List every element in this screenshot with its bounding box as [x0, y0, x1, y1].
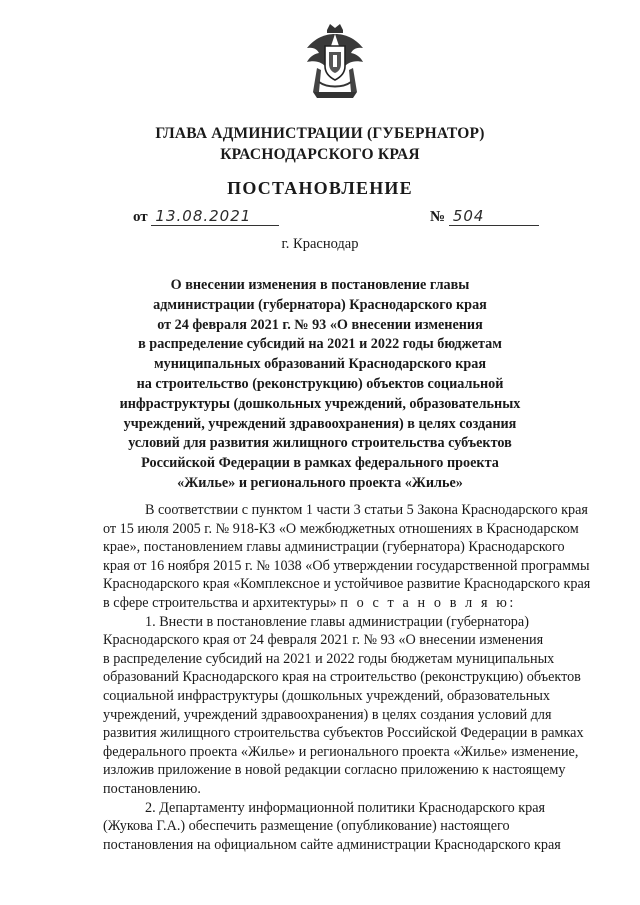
body-line: 2. Департаменту информационной политики Краснодарского края [145, 799, 546, 816]
body-line: учреждений, учреждений здравоохранения) в целях создания условий для [103, 706, 552, 723]
number-field [430, 207, 539, 229]
title-line: на строительство (реконструкцию) объектов социальной [136, 375, 504, 392]
body-line: федерального проекта «Жилье» и регионального проекта «Жилье» изменение, [103, 743, 579, 760]
number-label: № [430, 209, 446, 225]
body-line: В соответствии с пунктом 1 части 3 статьи 5 Закона Краснодарского края [145, 502, 588, 518]
paragraph-item-2 [103, 799, 625, 855]
title-line: учреждений, учреждений здравоохранения) в целях создания [123, 415, 517, 432]
document-title [95, 276, 545, 494]
resolution-word: п о с т а н о в л я ю: [340, 594, 516, 611]
paragraph-preamble [103, 501, 625, 613]
authority-title-line-1: ГЛАВА АДМИНИСТРАЦИИ (ГУБЕРНАТОР) [155, 125, 485, 142]
body-line: развития жилищного строительства субъектов Российской Федерации в рамках [103, 725, 584, 742]
body-line: постановлению. [103, 780, 201, 797]
body-line: Краснодарского края от 24 февраля 2021 г. № 93 «О внесении изменения [103, 632, 544, 649]
body-line: в распределение субсидий на 2021 и 2022 годы бюджетам муниципальных [103, 650, 555, 667]
body-line: постановления на официальном сайте администрации Краснодарского края [103, 836, 561, 853]
body-line-last [103, 594, 625, 613]
title-line: администрации (губернатора) Краснодарского края [153, 296, 487, 313]
title-line: в распределение субсидий на 2021 и 2022 годы бюджетам [138, 336, 502, 353]
date-field [133, 207, 279, 229]
body-line: изложив приложение в новой редакции согласно приложению к настоящему [103, 762, 566, 779]
body-text: в сфере строительства и архитектуры» [103, 594, 337, 611]
date-label: от [133, 209, 148, 225]
title-line: О внесении изменения в постановление главы [170, 277, 470, 293]
body-line: крае», постановлением главы администрации (губернатора) Краснодарского [103, 539, 565, 556]
number-value: 504 [449, 207, 539, 226]
authority-title-line-2: КРАСНОДАРСКОГО КРАЯ [220, 146, 420, 163]
body-line: края от 16 ноября 2015 г. № 1038 «Об утверждении государственной программы [103, 557, 590, 574]
body-line: социальной инфраструктуры (дошкольных учреждений, образовательных [103, 687, 550, 704]
document-body [103, 501, 625, 854]
title-line: условий для развития жилищного строительства субъектов [128, 435, 512, 452]
document-type: ПОСТАНОВЛЕНИЕ [227, 178, 413, 198]
body-line: 1. Внести в постановление главы администрации (губернатора) [145, 613, 529, 630]
coat-of-arms-emblem [299, 22, 371, 104]
date-value: 13.08.2021 [151, 207, 279, 226]
body-line: (Жукова Г.А.) обеспечить размещение (опубликование) настоящего [103, 818, 510, 835]
title-line: от 24 февраля 2021 г. № 93 «О внесении изменения [157, 316, 483, 333]
title-line: инфраструктуры (дошкольных учреждений, образовательных [119, 395, 521, 412]
title-line: муниципальных образований Краснодарского края [153, 356, 487, 373]
body-line: Краснодарского края «Комплексное и устойчивое развитие Краснодарского края [103, 576, 591, 593]
body-line: от 15 июля 2005 г. № 918-КЗ «О межбюджетных отношениях в Краснодарском [103, 520, 579, 537]
title-line: «Жилье» и регионального проекта «Жилье» [177, 474, 463, 491]
paragraph-item-1 [103, 613, 625, 799]
body-line: образований Краснодарского края на строительство (реконструкцию) объектов [103, 669, 581, 686]
title-line: Российской Федерации в рамках федерального проекта [141, 455, 499, 472]
city: г. Краснодар [281, 236, 359, 252]
